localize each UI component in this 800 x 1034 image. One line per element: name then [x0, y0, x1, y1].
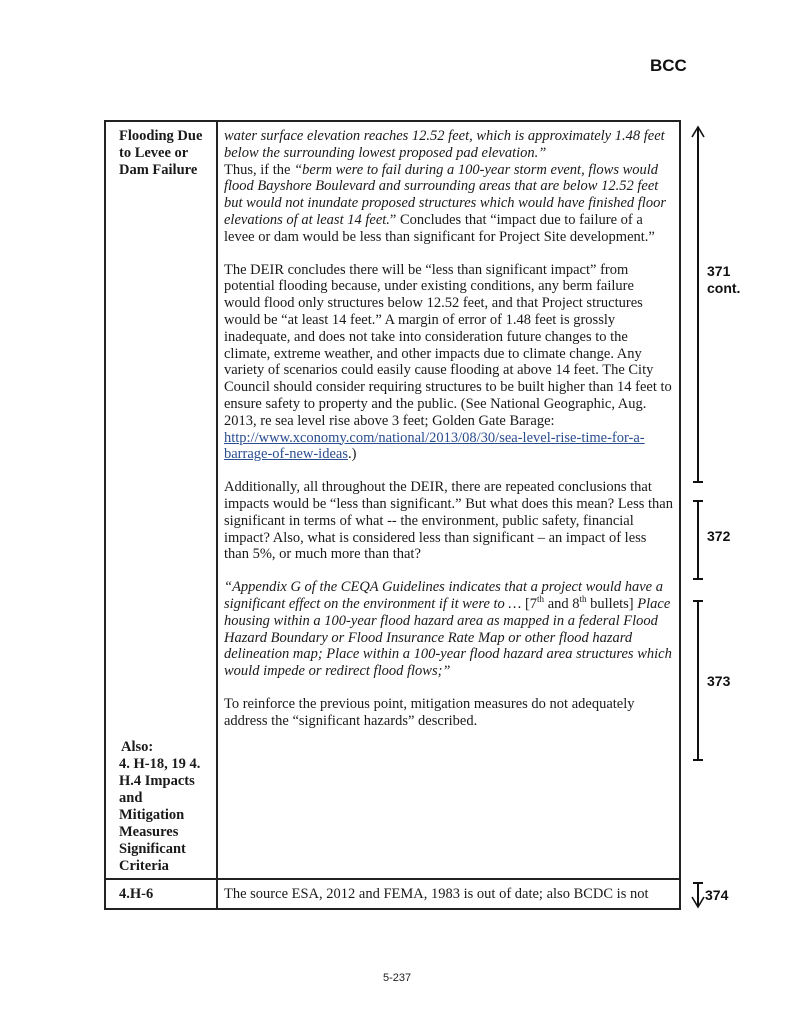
- also-reference: [119, 739, 200, 875]
- also-line: H.4 Impacts: [119, 773, 195, 789]
- also-line: 4. H-18, 19 4.: [119, 756, 201, 772]
- comment-table: [104, 120, 681, 910]
- quote-text: water surface elevation reaches 12.52 feet, which is approximately 1.48 feet below the surrounding lowest proposed pad elevation.”: [224, 128, 665, 161]
- comment-cell: [218, 122, 679, 878]
- comment-cell: The source ESA, 2012 and FEMA, 1983 is out of date; also BCDC is not: [224, 886, 649, 902]
- topic-line: Dam Failure: [119, 162, 198, 178]
- paragraph-3: Additionally, all throughout the DEIR, there are repeated conclusions that impacts would be “less than significant.” But what does this mean? Less than significant in terms of what -- the environment, public safety, financial impact? Also, what is considered less than significant – an impact of less than 5%, or much more than that?: [224, 479, 673, 563]
- topic-line: to Levee or: [119, 145, 189, 161]
- paragraph-1: water surface elevation reaches 12.52 feet, which is approximately 1.48 feet below the surrounding lowest proposed pad elevation.” Thus, if the “berm were to fail during a 100-year storm event, flows would flood Bayshore Boulevard and surrounding areas that are below 12.52 feet but would not inundate proposed structures which would have finished floor elevations of at least 14 feet.” Concludes that “impact due to failure of a levee or dam would be less than significant for Project Site development.”: [224, 128, 666, 245]
- topic-cell: 4.H-6: [106, 880, 218, 908]
- paragraph-4: “Appendix G of the CEQA Guidelines indicates that a project would have a significant effect on the environment if it were to … [7th and 8th bullets] Place housing within a 100-year flood hazard area as mapped in a federal Flood Hazard Boundary or Flood Insurance Rate Map or other flood hazard delineation map; Place within a 100-year flood hazard area structures which would impede or redirect flood flows;”: [224, 579, 672, 680]
- also-line: Criteria: [119, 858, 169, 874]
- bracket-label: 374: [705, 887, 729, 903]
- also-line: Measures: [119, 824, 179, 840]
- quote-text: “berm were to fail during a 100-year storm event, flows would flood Bayshore Boulevard and surrounding areas that are below 12.52 feet but would not inundate proposed structures which would have finished floor elevations of at least 14 feet.: [224, 161, 666, 228]
- table-row: [106, 122, 679, 878]
- also-line: Mitigation: [119, 807, 185, 823]
- table-row: [106, 878, 679, 908]
- reference-link[interactable]: http://www.xconomy.com/national/2013/08/30/sea-level-rise-time-for-a-barrage-of-new-ideas: [224, 429, 645, 463]
- bracket-label: 372: [707, 528, 731, 544]
- also-line: Significant: [119, 841, 186, 857]
- document-code: BCC: [650, 56, 687, 75]
- bracket-label: cont.: [707, 280, 741, 296]
- topic-line: Flooding Due: [119, 128, 203, 144]
- paragraph-5: To reinforce the previous point, mitigation measures do not adequately address the “significant hazards” described.: [224, 695, 635, 729]
- paragraph-2: The DEIR concludes there will be “less than significant impact” from potential flooding because, under existing conditions, any berm failure would flood only structures below 12.52 feet, and that Project structures would be “at least 14 feet.” A margin of error of 1.48 feet is grossly inadequate, and does not take into consideration future changes to the climate, extreme weather, and other impacts due to climate change. Any variety of scenarios could easily cause flooding at above 14 feet. The City Council should consider requiring structures to be built higher than 14 feet to ensure safety to property and the public. (See National Geographic, Aug. 2013, re sea level rise above 3 feet; Golden Gate Barage: http://www.xconomy.com/national/2013/08/30/sea-level-rise-time-for-a-barrage-of-new-ideas.): [224, 261, 672, 463]
- bracket-label: 373: [707, 673, 731, 689]
- topic-cell: [106, 122, 218, 878]
- arrow-down-icon: [690, 895, 706, 909]
- page-number: 5-237: [383, 972, 412, 984]
- bracket-label: 371: [707, 263, 731, 279]
- also-line: and: [119, 790, 143, 806]
- also-label: Also:: [121, 739, 154, 755]
